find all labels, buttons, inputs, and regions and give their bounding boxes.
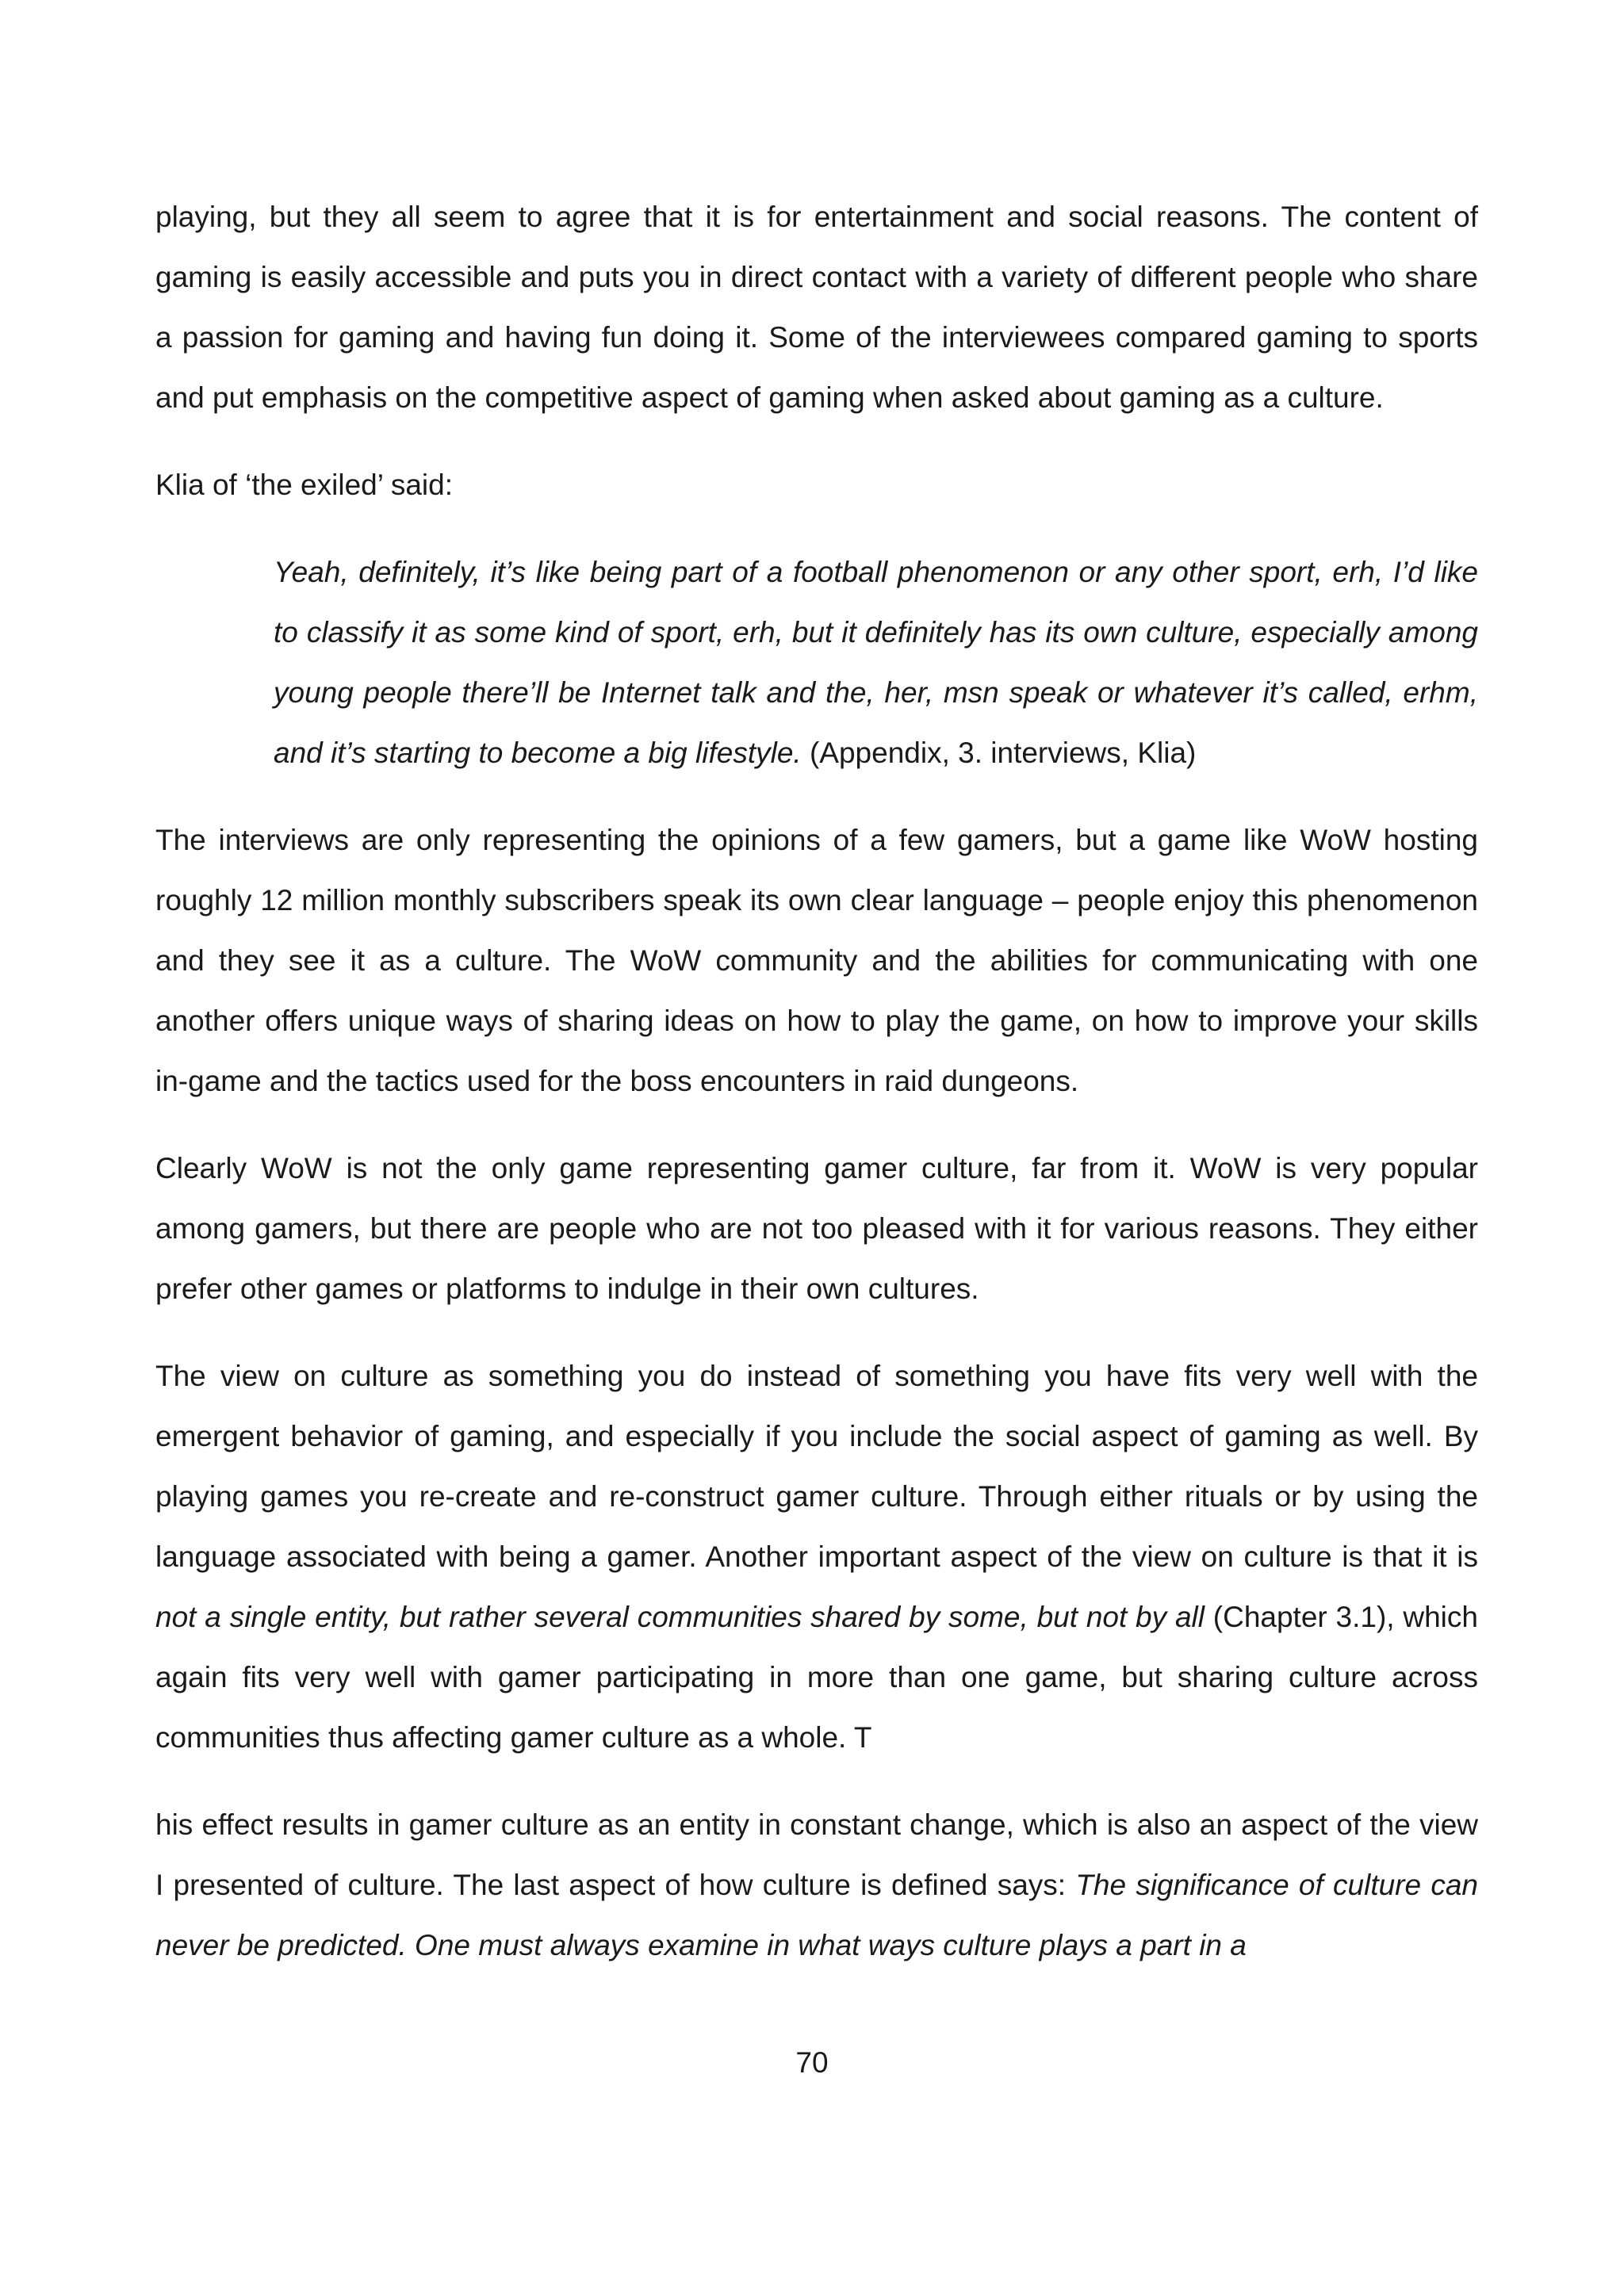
paragraph-2-text: Klia of ‘the exiled’ said: — [155, 469, 454, 501]
quote-citation: (Appendix, 3. interviews, Klia) — [801, 737, 1197, 769]
paragraph-3 — [155, 810, 1478, 1112]
paragraph-6-text: his effect results in gamer culture as an entity in constant change, which is also an aspect of the view I presented of culture. The last aspect of how culture is defined says: — [155, 1808, 1478, 1901]
interview-quote — [155, 542, 1478, 783]
paragraph-3-text: The interviews are only representing the opinions of a few gamers, but a game like WoW hosting roughly 12 million monthly subscribers speak its own clear language – people enjoy this phenomenon and they see it as a culture. The WoW community and the abilities for communicating with one another offers unique ways of sharing ideas on how to play the game, on how to improve your skills in-game and the tactics used for the boss encounters in raid dungeons. — [155, 824, 1478, 1097]
paragraph-4-text: Clearly WoW is not the only game representing gamer culture, far from it. WoW is very popular among gamers, but there are people who are not too pleased with it for various reasons. They either prefer other games or platforms to indulge in their own cultures. — [155, 1152, 1478, 1305]
paragraph-1 — [155, 187, 1478, 428]
paragraph-5-italic: not a single entity, but rather several communities shared by some, but not by all — [155, 1601, 1205, 1633]
quote-text: Yeah, definitely, it’s like being part of a football phenomenon or any other sport, erh, I’d like to classify it as some kind of sport, erh, but it definitely has its own culture, especially among young people there’ll be Internet talk and the, her, msn speak or whatever it’s called, erhm, and it’s starting to become a big lifestyle. — [274, 556, 1478, 769]
paragraph-6 — [155, 1795, 1478, 1976]
paragraph-1-text: playing, but they all seem to agree that it is for entertainment and social reasons. The content of gaming is easily accessible and puts you in direct contact with a variety of different people who share a passion for gaming and having fun doing it. Some of the interviewees compared gaming to sports and put emphasis on the competitive aspect of gaming when asked about gaming as a culture. — [155, 201, 1478, 414]
paragraph-4 — [155, 1138, 1478, 1319]
paragraph-6-italic: The significance of culture can never be predicted. One must always examine in what ways culture plays a part in a — [155, 1869, 1478, 1961]
paragraph-5-text-a: The view on culture as something you do instead of something you have fits very well with the emergent behavior of gaming, and especially if you include the social aspect of gaming as well. By playing games you re-create and re-construct gamer culture. Through either rituals or by using the language associated with being a gamer. Another important aspect of the view on culture is that it is — [155, 1360, 1478, 1573]
paragraph-5 — [155, 1346, 1478, 1768]
page-number: 70 — [795, 2046, 829, 2079]
paragraph-2 — [155, 455, 1478, 515]
paragraph-5-text-b: (Chapter 3.1), which again fits very well with gamer participating in more than one game, but sharing culture across communities thus affecting gamer culture as a whole. T — [155, 1601, 1478, 1754]
body-text — [155, 187, 1478, 2003]
